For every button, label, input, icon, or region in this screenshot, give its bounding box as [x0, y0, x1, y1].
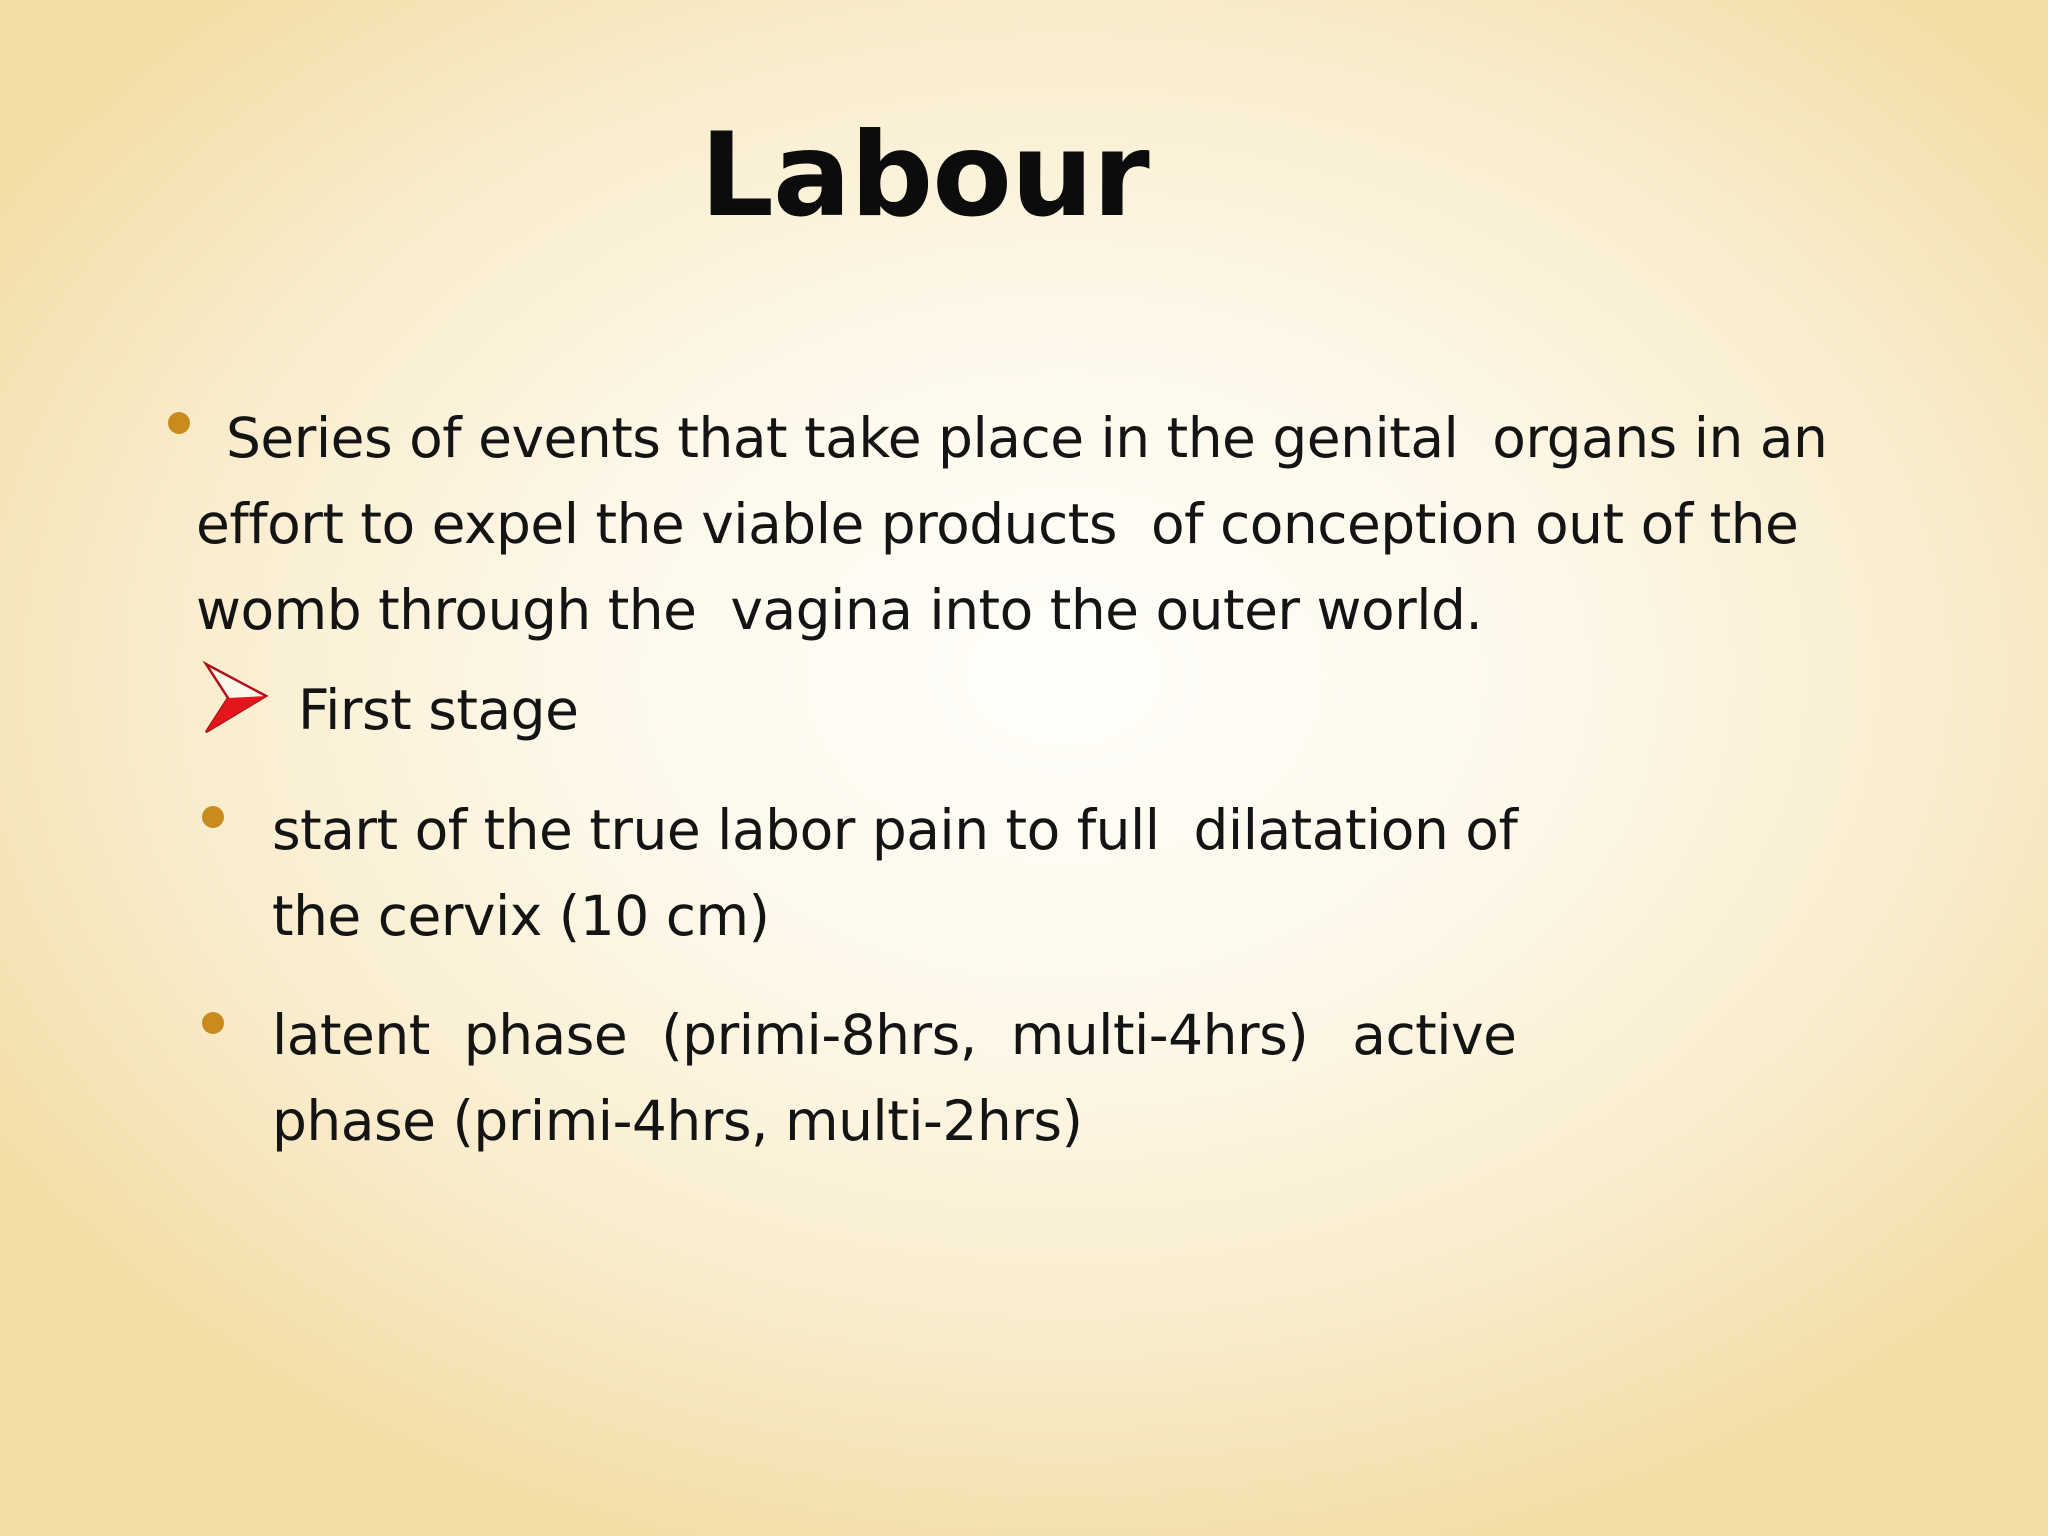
point-1-line-2: the cervix (10 cm) — [272, 884, 770, 948]
point-2-line-1b: active — [1352, 1003, 1517, 1067]
bullet-dot-icon — [202, 1012, 224, 1034]
point-2-line-2: phase (primi-4hrs, multi-2hrs) — [272, 1089, 1083, 1153]
slide-title: Labour — [700, 108, 1149, 243]
bullet-dot-icon — [168, 412, 190, 434]
intro-line-1: Series of events that take place in the genital organs in an — [226, 406, 1828, 470]
stage-heading: First stage — [298, 678, 579, 742]
intro-line-3: womb through the vagina into the outer world. — [196, 578, 1483, 642]
point-2 — [272, 992, 1672, 1164]
point-2-line-1a: latent phase (primi-8hrs, multi-4hrs) — [272, 1003, 1309, 1067]
red-arrow-icon — [200, 658, 270, 738]
point-1 — [272, 787, 1672, 959]
intro-paragraph — [196, 395, 1906, 653]
bullet-dot-icon — [202, 806, 224, 828]
point-1-line-1: start of the true labor pain to full dilatation of — [272, 798, 1518, 862]
intro-line-2: effort to expel the viable products of conception out of the — [196, 492, 1799, 556]
